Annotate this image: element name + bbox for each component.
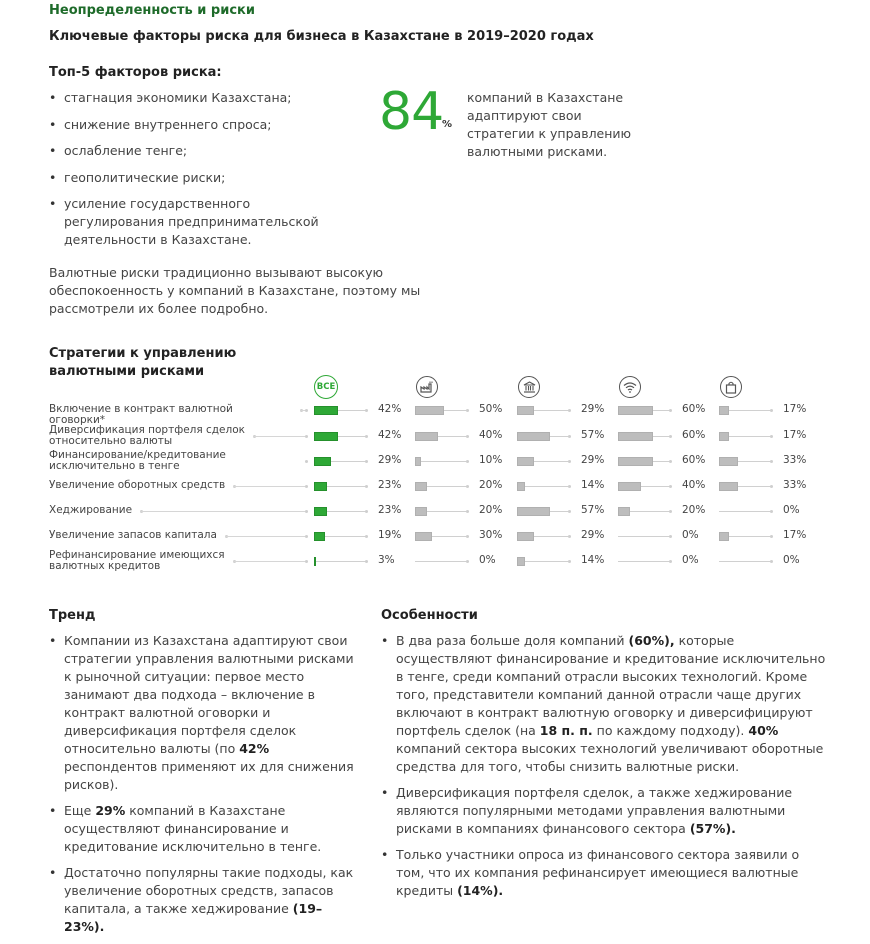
value-label: 17%	[783, 403, 807, 415]
value-label: 50%	[479, 403, 503, 415]
bar	[314, 507, 327, 516]
bar	[415, 482, 427, 491]
track-end-dot	[770, 435, 773, 438]
track-end-dot	[568, 435, 571, 438]
bar-track	[618, 536, 670, 537]
value-label: 29%	[378, 454, 402, 466]
emphasis-text: (57%).	[689, 821, 736, 836]
list-item	[381, 846, 826, 900]
track-end-dot	[466, 460, 469, 463]
value-label: 40%	[479, 429, 503, 441]
value-label: 17%	[783, 429, 807, 441]
emphasis-text: 40%	[748, 723, 779, 738]
track-end-dot	[365, 510, 368, 513]
trend-list	[49, 632, 354, 944]
track-end-dot	[466, 409, 469, 412]
leader-dot	[305, 409, 308, 412]
bar	[517, 457, 534, 466]
text-run: Компании из Казахстана адаптируют свои стратегии управления валютными рисками к рыночной ситуации: первое место занимают два подхода – включение в контракт валютной оговорки и диверсификация портфеля сделок относительно валюты (по	[64, 633, 354, 756]
leader-line	[233, 561, 305, 562]
value-label: 0%	[682, 529, 699, 541]
leader-line	[233, 486, 305, 487]
value-label: 57%	[581, 429, 605, 441]
value-label: 29%	[581, 529, 605, 541]
text-run: которые осуществляют финансирование и кредитование исключительно в тенге, среди компаний отрасли высоких технологий. Кроме того, представители компаний данной отрасли чаще других включают в контракт валютную оговорку и диверсифицируют портфель сделок (на	[396, 633, 826, 738]
bar	[314, 532, 325, 541]
value-label: 33%	[783, 479, 807, 491]
risk-item: • стагнация экономики Казахстана;	[49, 89, 319, 107]
all-companies-badge: ВСЕ	[314, 375, 338, 399]
emphasis-text: 18 п. п.	[539, 723, 593, 738]
bar	[314, 457, 331, 466]
page-title: Ключевые факторы риска для бизнеса в Казахстане в 2019–2020 годах	[49, 29, 594, 44]
bar	[618, 406, 653, 415]
track-end-dot	[669, 435, 672, 438]
intro-paragraph: Валютные риски традиционно вызывают высокую обеспокоенность у компаний в Казахстане, поэтому мы рассмотрели их более подробно.	[49, 265, 421, 316]
leader-dot	[305, 435, 308, 438]
row-label: Диверсификация портфеля сделок относительно валюты	[49, 424, 245, 447]
features-title: Особенности	[381, 608, 478, 623]
list-item	[381, 632, 826, 776]
chart-title: Стратегии к управлению валютными рисками	[49, 346, 237, 379]
bar	[517, 557, 525, 566]
trend-title: Тренд	[49, 608, 96, 623]
track-end-dot	[466, 535, 469, 538]
bar	[517, 507, 550, 516]
track-end-dot	[365, 435, 368, 438]
leader-dot	[305, 460, 308, 463]
text-run: по каждому подходу).	[592, 723, 749, 738]
value-label: 33%	[783, 454, 807, 466]
track-end-dot	[770, 485, 773, 488]
leader-line	[225, 536, 305, 537]
bar-track	[415, 561, 467, 562]
value-label: 0%	[783, 504, 800, 516]
bank-icon	[518, 376, 540, 398]
emphasis-text: 29%	[95, 803, 126, 818]
list-item	[49, 864, 354, 936]
risk-item: • геополитические риски;	[49, 169, 319, 187]
value-label: 23%	[378, 504, 402, 516]
list-item	[49, 802, 354, 856]
track-end-dot	[770, 535, 773, 538]
wifi-icon	[619, 376, 641, 398]
leader-dot	[305, 535, 308, 538]
track-end-dot	[770, 510, 773, 513]
row-label: Включение в контракт валютной оговорки*	[49, 403, 233, 426]
list-item	[49, 632, 354, 794]
value-label: 0%	[682, 554, 699, 566]
text-run: компаний сектора высоких технологий увеличивают оборотные средства для того, чтобы снизить валютные риски.	[396, 741, 824, 774]
bar	[415, 532, 432, 541]
emphasis-text: (19–23%).	[64, 901, 323, 934]
text-run: Еще	[64, 803, 96, 818]
track-end-dot	[365, 535, 368, 538]
text-run: В два раза больше доля компаний	[396, 633, 629, 648]
value-label: 20%	[479, 479, 503, 491]
value-label: 60%	[682, 454, 706, 466]
bar	[517, 482, 525, 491]
value-label: 60%	[682, 403, 706, 415]
row-label: Финансирование/кредитование исключительно в тенге	[49, 449, 226, 472]
section-label: Неопределенность и риски	[49, 3, 255, 18]
bar	[415, 432, 438, 441]
row-label: Увеличение оборотных средств	[49, 479, 226, 491]
value-label: 57%	[581, 504, 605, 516]
value-label: 14%	[581, 554, 605, 566]
bar	[719, 532, 729, 541]
shopping-bag-icon	[720, 376, 742, 398]
value-label: 19%	[378, 529, 402, 541]
bar	[618, 507, 630, 516]
bar	[719, 482, 738, 491]
value-label: 0%	[479, 554, 496, 566]
bar	[517, 432, 550, 441]
bar	[314, 557, 316, 566]
track-end-dot	[669, 409, 672, 412]
list-item	[381, 784, 826, 838]
bar	[415, 457, 421, 466]
risk-item: • снижение внутреннего спроса;	[49, 116, 319, 134]
row-label: Рефинансирование имеющихся валютных кредитов	[49, 549, 225, 572]
track-end-dot	[365, 560, 368, 563]
bar	[618, 457, 653, 466]
track-end-dot	[669, 560, 672, 563]
track-end-dot	[365, 485, 368, 488]
leader-dot	[305, 485, 308, 488]
bar-track	[415, 461, 467, 462]
track-end-dot	[568, 535, 571, 538]
bar	[719, 406, 729, 415]
value-label: 3%	[378, 554, 395, 566]
bar-track	[314, 561, 366, 562]
value-label: 42%	[378, 429, 402, 441]
track-end-dot	[669, 460, 672, 463]
value-label: 0%	[783, 554, 800, 566]
bar-track	[618, 561, 670, 562]
emphasis-text: (14%).	[457, 883, 504, 898]
value-label: 14%	[581, 479, 605, 491]
risk-item: • усиление государственного регулирования предпринимательской деятельности в Казахстане.	[49, 195, 319, 249]
risk-item: • ослабление тенге;	[49, 142, 319, 160]
track-end-dot	[669, 510, 672, 513]
track-end-dot	[568, 460, 571, 463]
bar	[314, 406, 338, 415]
value-label: 40%	[682, 479, 706, 491]
features-list	[381, 632, 826, 908]
value-label: 42%	[378, 403, 402, 415]
value-label: 20%	[682, 504, 706, 516]
track-end-dot	[568, 560, 571, 563]
value-label: 60%	[682, 429, 706, 441]
track-end-dot	[770, 409, 773, 412]
track-end-dot	[669, 485, 672, 488]
bar	[517, 532, 534, 541]
value-label: 23%	[378, 479, 402, 491]
value-label: 29%	[581, 403, 605, 415]
track-end-dot	[466, 510, 469, 513]
track-end-dot	[568, 409, 571, 412]
highlight-text: компаний в Казахстане адаптируют свои стратегии к управлению валютными рисками.	[467, 90, 632, 159]
leader-line	[140, 511, 305, 512]
value-label: 17%	[783, 529, 807, 541]
text-run: компаний в Казахстане осуществляют финансирование и кредитование исключительно в тенге.	[64, 803, 322, 854]
leader-dot	[305, 560, 308, 563]
track-end-dot	[365, 460, 368, 463]
emphasis-text: 42%	[239, 741, 270, 756]
track-end-dot	[568, 485, 571, 488]
factory-icon	[416, 376, 438, 398]
value-label: 30%	[479, 529, 503, 541]
track-end-dot	[466, 435, 469, 438]
bar	[415, 507, 427, 516]
text-run: Диверсификация портфеля сделок, а также хеджирование являются популярными методами управления валютными рисками в компаниях финансового сектора	[396, 785, 793, 836]
bar	[314, 432, 338, 441]
track-end-dot	[568, 510, 571, 513]
bar-track	[719, 511, 771, 512]
track-end-dot	[669, 535, 672, 538]
bar-track	[719, 561, 771, 562]
top-risks-title: Топ-5 факторов риска:	[49, 65, 222, 80]
bar	[719, 457, 738, 466]
track-end-dot	[365, 409, 368, 412]
bar	[719, 432, 729, 441]
text-run: Достаточно популярны такие подходы, как увеличение оборотных средств, запасов капитала, а также хеджирование	[64, 865, 354, 916]
track-end-dot	[770, 460, 773, 463]
bar	[517, 406, 534, 415]
bar	[415, 406, 444, 415]
text-run: Только участники опроса из финансового сектора заявили о том, что их компания рефинансирует имеющиеся валютные кредиты	[396, 847, 800, 898]
row-label: Увеличение запасов капитала	[49, 529, 217, 541]
highlight-unit: %	[442, 119, 453, 130]
bar	[618, 482, 641, 491]
emphasis-text: (60%),	[628, 633, 675, 648]
highlight-value: 84	[379, 82, 444, 142]
row-label: Хеджирование	[49, 504, 133, 516]
bar	[314, 482, 327, 491]
leader-dot	[305, 510, 308, 513]
value-label: 20%	[479, 504, 503, 516]
bar	[618, 432, 653, 441]
leader-line	[253, 436, 305, 437]
track-end-dot	[770, 560, 773, 563]
text-run: респондентов применяют их для снижения рисков).	[64, 759, 354, 792]
track-end-dot	[466, 560, 469, 563]
track-end-dot	[466, 485, 469, 488]
value-label: 29%	[581, 454, 605, 466]
value-label: 10%	[479, 454, 503, 466]
